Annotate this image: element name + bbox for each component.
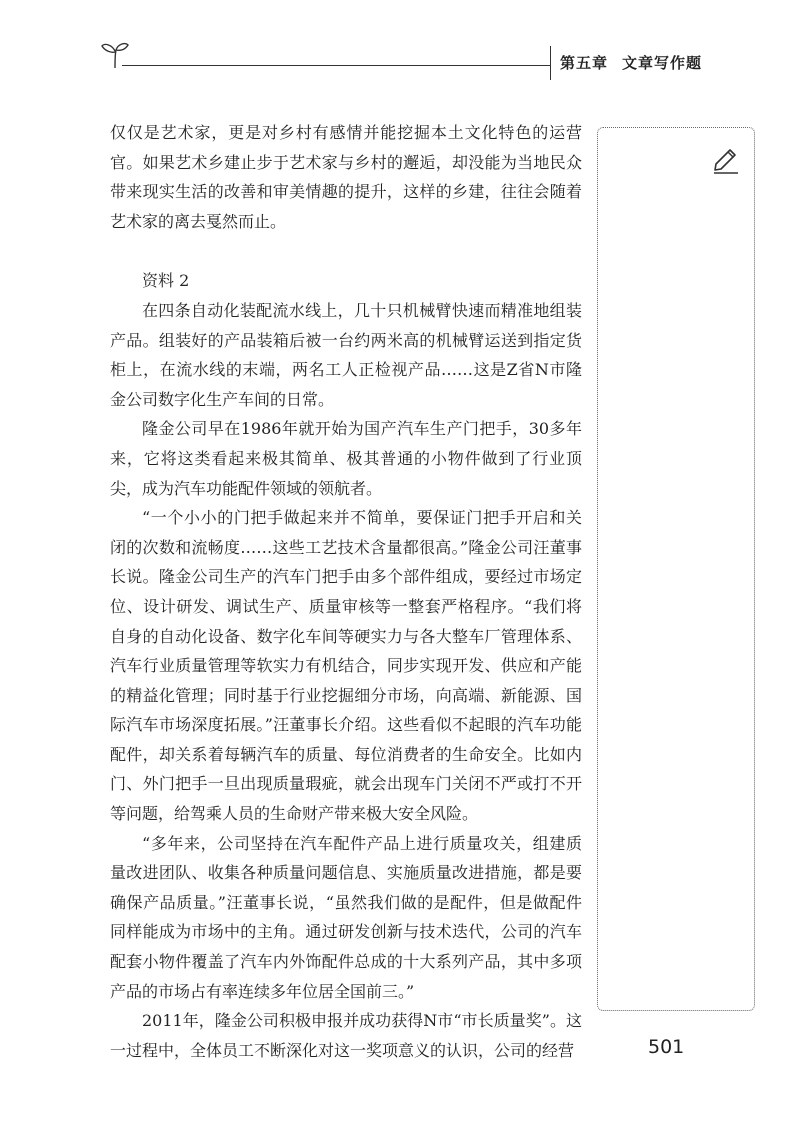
paragraph: “多年来，公司坚持在汽车配件产品上进行质量攻关，组建质量改进团队、收集各种质量问题信息、实施质量改进措施，都是要确保产品质量。”汪董事长说，“虽然我们做的是配件，但是做配件同样能成为市场中的主角。通过研发创新与技术迭代，公司的汽车配套小物件覆盖了汽车内外饰配件总成的十大系列产品，其中多项产品的市场占有率连续多年位居全国前三。”: [110, 833, 582, 1001]
section-heading: 资料 2: [142, 271, 190, 291]
chapter-number: 第五章: [560, 54, 609, 72]
chapter-title: 文章写作题: [622, 54, 703, 72]
paragraph: “一个小小的门把手做起来并不简单，要保证门把手开启和关闭的次数和流畅度……这些工艺技术含量都很高。”隆金公司汪董事长说。隆金公司生产的汽车门把手由多个部件组成，要经过市场定位、设计研发、调试生产、质量审核等一整套严格程序。“我们将自身的自动化设备、数字化车间等硬实力与各大整车厂管理体系、汽车行业质量管理等软实力有机结合，同步实现开发、供应和产能的精益化管理；同时基于行业挖掘细分市场，向高端、新能源、国际汽车市场深度拓展。”汪董事长介绍。这些看似不起眼的汽车功能配件，却关系着每辆汽车的质量、每位消费者的生命安全。比如内门、外门把手一旦出现质量瑕疵，就会出现车门关闭不严或打不开等问题，给驾乘人员的生命财产带来极大安全风险。: [110, 508, 582, 824]
notes-margin-box: [597, 127, 755, 1011]
paragraph: 2011年，隆金公司积极申报并成功获得N市“市长质量奖”。这一过程中，全体员工不断深化对这一奖项意义的认识，公司的经营: [110, 1011, 582, 1060]
chapter-heading: [560, 52, 702, 73]
paragraph: 仅仅是艺术家，更是对乡村有感情并能挖掘本土文化特色的运营官。如果艺术乡建止步于艺术家与乡村的邂逅，却没能为当地民众带来现实生活的改善和审美情趣的提升，这样的乡建，往往会随着艺术家的离去戛然而止。: [110, 123, 582, 231]
paragraph: 隆金公司早在1986年就开始为国产汽车生产门把手，30多年来，它将这类看起来极其简单、极其普通的小物件做到了行业顶尖，成为汽车功能配件领域的领航者。: [110, 419, 582, 498]
document-body: [110, 118, 582, 1065]
header-divider: [550, 46, 551, 80]
pencil-icon: [710, 142, 742, 176]
page-number: 501: [648, 1036, 685, 1058]
header-rule: [122, 65, 550, 66]
page-header: [100, 38, 703, 78]
paragraph: 在四条自动化装配流水线上，几十只机械臂快速而精准地组装产品。组装好的产品装箱后被一台约两米高的机械臂运送到指定货柜上，在流水线的末端，两名工人正检视产品……这是Z省N市隆金公司数字化生产车间的日常。: [110, 300, 582, 409]
